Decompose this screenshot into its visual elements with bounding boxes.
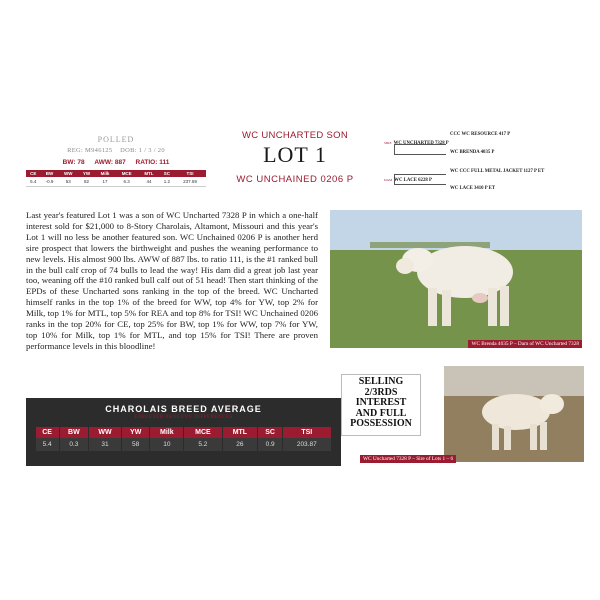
lot-title-block [222,130,368,185]
breed-col: MCE [184,427,222,438]
breed-col: Milk [150,427,184,438]
breed-col: MTL [222,427,258,438]
breed-average-title: CHAROLAIS BREED AVERAGE [105,404,262,414]
epd-value: 237.59 [174,177,206,187]
epd-col: MCE [115,170,138,177]
dam-photo-caption: WC Brenda 4035 P – Dam of WC Uncharted 7328 [468,340,582,348]
pedigree-sire-sire: CCC WC RESOURCE 417 P [450,132,511,137]
breed-value-row [36,438,332,451]
selling-line: AND FULL [355,407,407,419]
birth-weight: BW: 78 [62,159,85,166]
epd-value: 44 [138,177,159,187]
lot-header [26,135,206,187]
breed-col: YW [121,427,149,438]
epd-col: YW [78,170,95,177]
dam-name: WC LACE 6228 P [394,178,432,183]
lot-description: Last year's featured Lot 1 was a son of WC Uncharted 7328 P in which a one-half interest sold for $21,000 to 8-Story Charolais, Altamont, Missouri and this year's Lot 1 will no less be another featured son. WC Unchained 0206 P is another herd sire prospect that lowers the birthweight and pushes the weaning performance to new levels. His almost 900 lbs. AWW of 887 lbs. to ratio 111, is the #1 ranked bull in the bull calf crop of 74 bulls to lead the way! His dam did a great job last year too, weaning off the #10 ranked bull calf out of 51 head! Then start thinking of the EPDs of these Uncharted sons ranking in the top of the breed. WC Uncharted himself ranks in the top 1% of the breed for WW, top 4% for YW, top 2% for Milk, top 1% for MTL, top 5% for REA and top 8% for TSI! WC Unchained 0206 ranks in the top 20% for CE, top 25% for BW, top 1% for WW, top 7% for YW, top 10% for Milk, top 1% for MTL, and top 15% for TSI! There are proven performance levels in this bloodline! [26,210,318,351]
breed-col: TSI [283,427,331,438]
breed-value: 26 [222,438,258,451]
epd-value: 17 [95,177,115,187]
pedigree-dam [384,178,432,183]
epd-value: 1.2 [160,177,174,187]
epd-value: 5.4 [26,177,40,187]
epd-col: MTL [138,170,159,177]
bull-illustration [444,366,584,462]
reg-number: REG: M946125 [67,147,113,154]
sire-label: SIRE [384,141,392,145]
breed-average-table [36,427,332,451]
selling-line: 2/3RDS [364,386,398,398]
ratio: RATIO: 111 [135,159,170,166]
epd-col: BW [40,170,58,177]
cow-illustration [330,210,582,348]
epd-col: Milk [95,170,115,177]
breed-value: 0.3 [59,438,88,451]
sire-photo [444,366,584,462]
breed-value: 5.2 [184,438,222,451]
lot-number: LOT 1 [263,142,327,167]
epd-value-row [26,177,206,187]
pedigree-line [394,154,446,155]
breed-value: 203.87 [283,438,331,451]
dob: DOB: 1 / 3 / 20 [120,147,165,154]
epd-value: 6.3 [115,177,138,187]
pedigree-dam-dam: WC LACE 3410 P ET [450,186,496,191]
sire-heading: WC UNCHARTED SON [242,130,348,141]
breed-average-subtitle: EXPECTED PROGENY DIFFERENCES [134,415,233,420]
adjusted-weaning-weight: AWW: 887 [94,159,126,166]
breed-col: BW [59,427,88,438]
breed-col: CE [36,427,60,438]
pedigree-line [394,174,446,175]
epd-value: -0.9 [40,177,58,187]
epd-value: 82 [78,177,95,187]
breed-header-row [36,427,332,438]
breed-value: 10 [150,438,184,451]
breed-col: SC [258,427,283,438]
sire-photo-caption: WC Uncharted 7328 P – Sire of Lots 1 – 6 [360,455,456,463]
selling-line: SELLING [358,376,404,387]
selling-terms [341,374,421,436]
pedigree-line [394,184,446,185]
polled-label: POLLED [97,135,135,144]
pedigree-sire-dam: WC BRENDA 4035 P [450,150,495,155]
dam-photo [330,210,582,348]
epd-col: CE [26,170,40,177]
breed-value: 31 [89,438,122,451]
epd-col: TSI [174,170,206,177]
performance-line [26,159,206,166]
epd-header-row [26,170,206,177]
breed-value: 5.4 [36,438,60,451]
epd-col: WW [58,170,78,177]
epd-value: 53 [58,177,78,187]
epd-col: SC [160,170,174,177]
sire-name: WC UNCHARTED 7328 P [393,141,449,146]
breed-col: WW [89,427,122,438]
selling-line: POSSESSION [350,418,412,429]
breed-value: 0.9 [258,438,283,451]
selling-line: INTEREST [355,397,407,408]
pedigree-dam-sire: WC CCC FULL METAL JACKET 1127 P ET [450,169,545,174]
lot-epd-table [26,170,206,187]
breed-average-panel [26,398,341,466]
pedigree [380,130,580,195]
breed-value: 58 [121,438,149,451]
registration-line [26,147,206,154]
animal-name: WC UNCHAINED 0206 P [236,174,354,185]
pedigree-sire [384,141,449,146]
dam-label: DAM [384,178,393,182]
